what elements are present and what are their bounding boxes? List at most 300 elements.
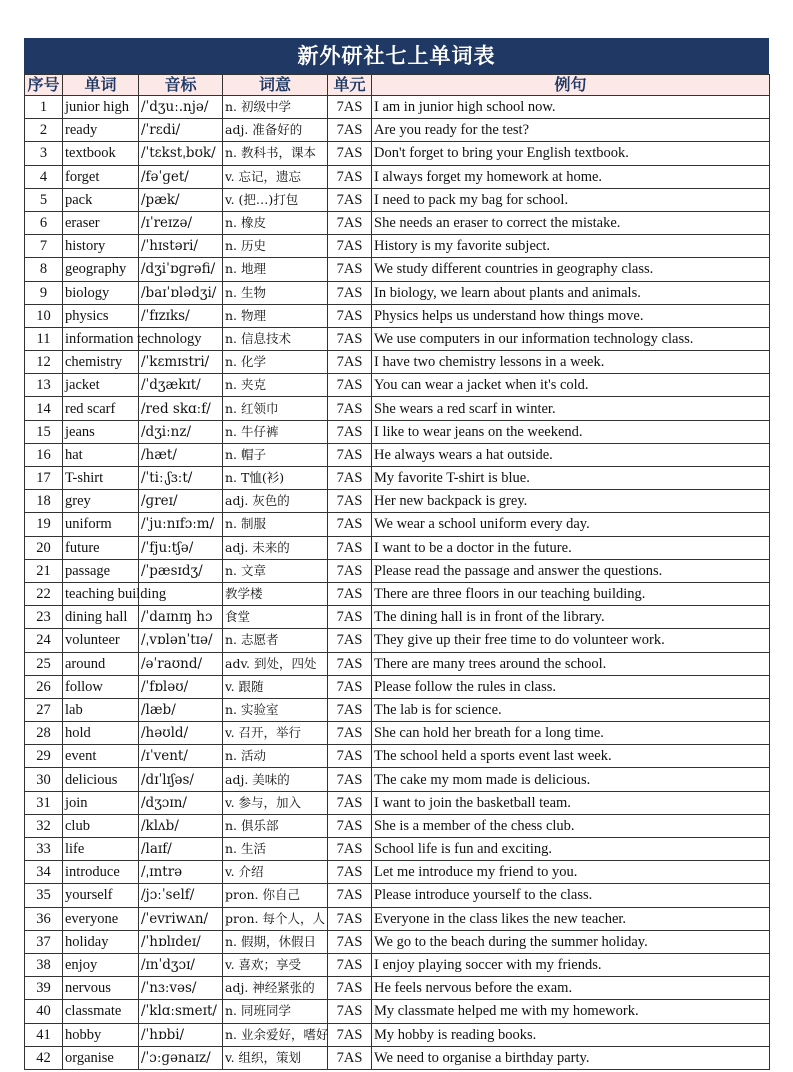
row-meaning: 教学楼 — [223, 582, 328, 605]
row-meaning: n. 教科书，课本 — [223, 142, 328, 165]
row-example: Please read the passage and answer the questions. — [372, 559, 770, 582]
table-row — [25, 884, 770, 907]
row-example: She can hold her breath for a long time. — [372, 722, 770, 745]
row-index: 9 — [25, 281, 63, 304]
row-word: forget — [63, 165, 139, 188]
row-meaning: adj. 美味的 — [223, 768, 328, 791]
row-unit: 7AS — [328, 814, 372, 837]
row-phonetic: /baɪˈɒlədʒi/ — [139, 281, 223, 304]
row-index: 15 — [25, 420, 63, 443]
row-unit: 7AS — [328, 142, 372, 165]
table-row — [25, 791, 770, 814]
row-index: 3 — [25, 142, 63, 165]
row-index: 14 — [25, 397, 63, 420]
row-example: He feels nervous before the exam. — [372, 977, 770, 1000]
row-unit: 7AS — [328, 490, 372, 513]
row-example: In biology, we learn about plants and animals. — [372, 281, 770, 304]
row-example: The school held a sports event last week. — [372, 745, 770, 768]
row-index: 33 — [25, 838, 63, 861]
row-example: Don't forget to bring your English textbook. — [372, 142, 770, 165]
row-index: 23 — [25, 606, 63, 629]
row-meaning: n. 文章 — [223, 559, 328, 582]
row-phonetic: /laɪf/ — [139, 838, 223, 861]
row-unit: 7AS — [328, 930, 372, 953]
table-row — [25, 838, 770, 861]
row-index: 32 — [25, 814, 63, 837]
row-unit: 7AS — [328, 907, 372, 930]
table-row — [25, 513, 770, 536]
row-index: 39 — [25, 977, 63, 1000]
table-row — [25, 629, 770, 652]
row-phonetic: /klʌb/ — [139, 814, 223, 837]
row-example: Her new backpack is grey. — [372, 490, 770, 513]
row-unit: 7AS — [328, 861, 372, 884]
row-word: junior high — [63, 96, 139, 119]
row-meaning: n. T恤(衫) — [223, 467, 328, 490]
row-word: information technology — [63, 327, 139, 350]
table-row — [25, 907, 770, 930]
row-example: I enjoy playing soccer with my friends. — [372, 953, 770, 976]
row-example: There are many trees around the school. — [372, 652, 770, 675]
row-word: red scarf — [63, 397, 139, 420]
row-unit: 7AS — [328, 1000, 372, 1023]
row-index: 27 — [25, 698, 63, 721]
header-index: 序号 — [25, 75, 63, 96]
row-example: My classmate helped me with my homework. — [372, 1000, 770, 1023]
table-row — [25, 536, 770, 559]
table-row — [25, 142, 770, 165]
row-phonetic: /jɔːˈself/ — [139, 884, 223, 907]
row-meaning: n. 初级中学 — [223, 96, 328, 119]
row-word: passage — [63, 559, 139, 582]
row-word: future — [63, 536, 139, 559]
row-index: 4 — [25, 165, 63, 188]
row-phonetic: /ˈpæsɪdʒ/ — [139, 559, 223, 582]
row-unit: 7AS — [328, 96, 372, 119]
row-unit: 7AS — [328, 884, 372, 907]
row-meaning: n. 假期，休假日 — [223, 930, 328, 953]
table-row — [25, 814, 770, 837]
row-meaning: pron. 你自己 — [223, 884, 328, 907]
row-phonetic: /həʊld/ — [139, 722, 223, 745]
row-index: 10 — [25, 304, 63, 327]
row-word: pack — [63, 188, 139, 211]
row-meaning: v. 介绍 — [223, 861, 328, 884]
table-row — [25, 1000, 770, 1023]
row-word: physics — [63, 304, 139, 327]
row-phonetic: /ˈhɒbi/ — [139, 1023, 223, 1046]
row-word: follow — [63, 675, 139, 698]
row-index: 21 — [25, 559, 63, 582]
row-phonetic: /hæt/ — [139, 443, 223, 466]
row-phonetic: /ˈkɛmɪstri/ — [139, 351, 223, 374]
table-row — [25, 258, 770, 281]
row-unit: 7AS — [328, 629, 372, 652]
row-word: uniform — [63, 513, 139, 536]
row-phonetic: /ˈfɒləʊ/ — [139, 675, 223, 698]
row-word: delicious — [63, 768, 139, 791]
row-index: 35 — [25, 884, 63, 907]
row-phonetic: /ˈrɛdi/ — [139, 119, 223, 142]
row-meaning: n. 生物 — [223, 281, 328, 304]
row-index: 17 — [25, 467, 63, 490]
row-index: 29 — [25, 745, 63, 768]
row-unit: 7AS — [328, 281, 372, 304]
row-meaning: n. 夹克 — [223, 374, 328, 397]
row-unit: 7AS — [328, 791, 372, 814]
row-phonetic: /ˈjuːnɪfɔːm/ — [139, 513, 223, 536]
row-phonetic: /fəˈɡet/ — [139, 165, 223, 188]
row-word: life — [63, 838, 139, 861]
row-meaning: adj. 神经紧张的 — [223, 977, 328, 1000]
row-index: 6 — [25, 211, 63, 234]
row-index: 19 — [25, 513, 63, 536]
row-word: classmate — [63, 1000, 139, 1023]
table-row — [25, 675, 770, 698]
row-example: I am in junior high school now. — [372, 96, 770, 119]
table-row — [25, 490, 770, 513]
row-example: The dining hall is in front of the library. — [372, 606, 770, 629]
row-example: Everyone in the class likes the new teacher. — [372, 907, 770, 930]
row-index: 25 — [25, 652, 63, 675]
table-row — [25, 327, 770, 350]
row-meaning: v. 喜欢；享受 — [223, 953, 328, 976]
row-unit: 7AS — [328, 838, 372, 861]
row-example: I like to wear jeans on the weekend. — [372, 420, 770, 443]
row-meaning: n. 实验室 — [223, 698, 328, 721]
row-example: We go to the beach during the summer holiday. — [372, 930, 770, 953]
row-meaning: v. (把…)打包 — [223, 188, 328, 211]
row-meaning: n. 信息技术 — [223, 327, 328, 350]
row-meaning: n. 帽子 — [223, 443, 328, 466]
header-word: 单词 — [63, 75, 139, 96]
row-unit: 7AS — [328, 119, 372, 142]
header-meaning: 词意 — [223, 75, 328, 96]
row-example: We wear a school uniform every day. — [372, 513, 770, 536]
row-unit: 7AS — [328, 443, 372, 466]
row-unit: 7AS — [328, 374, 372, 397]
row-index: 38 — [25, 953, 63, 976]
row-example: Please introduce yourself to the class. — [372, 884, 770, 907]
row-word: teaching building — [63, 582, 139, 605]
row-example: Let me introduce my friend to you. — [372, 861, 770, 884]
row-word: biology — [63, 281, 139, 304]
row-index: 26 — [25, 675, 63, 698]
row-unit: 7AS — [328, 258, 372, 281]
row-example: Are you ready for the test? — [372, 119, 770, 142]
row-example: Physics helps us understand how things move. — [372, 304, 770, 327]
row-meaning: n. 牛仔裤 — [223, 420, 328, 443]
row-word: history — [63, 235, 139, 258]
row-unit: 7AS — [328, 351, 372, 374]
row-index: 28 — [25, 722, 63, 745]
table-row — [25, 559, 770, 582]
table-row — [25, 420, 770, 443]
row-unit: 7AS — [328, 536, 372, 559]
row-example: We need to organise a birthday party. — [372, 1046, 770, 1069]
table-row — [25, 211, 770, 234]
row-example: The cake my mom made is delicious. — [372, 768, 770, 791]
table-row — [25, 1023, 770, 1046]
row-phonetic: /dʒiːnz/ — [139, 420, 223, 443]
row-example: I need to pack my bag for school. — [372, 188, 770, 211]
row-word: geography — [63, 258, 139, 281]
row-unit: 7AS — [328, 327, 372, 350]
row-unit: 7AS — [328, 559, 372, 582]
row-unit: 7AS — [328, 235, 372, 258]
table-body — [25, 96, 770, 1070]
row-unit: 7AS — [328, 768, 372, 791]
row-meaning: n. 化学 — [223, 351, 328, 374]
table-row — [25, 96, 770, 119]
row-unit: 7AS — [328, 513, 372, 536]
row-unit: 7AS — [328, 745, 372, 768]
table-row — [25, 281, 770, 304]
row-index: 37 — [25, 930, 63, 953]
header-unit: 单元 — [328, 75, 372, 96]
row-phonetic: /pæk/ — [139, 188, 223, 211]
row-phonetic: /ˈfjuːtʃə/ — [139, 536, 223, 559]
table-row — [25, 745, 770, 768]
row-index: 30 — [25, 768, 63, 791]
row-example: My hobby is reading books. — [372, 1023, 770, 1046]
row-meaning: n. 制服 — [223, 513, 328, 536]
row-phonetic: /red skɑːf/ — [139, 397, 223, 420]
row-unit: 7AS — [328, 582, 372, 605]
row-index: 7 — [25, 235, 63, 258]
row-index: 34 — [25, 861, 63, 884]
table-row — [25, 443, 770, 466]
row-phonetic: /ɪˈvent/ — [139, 745, 223, 768]
row-index: 22 — [25, 582, 63, 605]
row-unit: 7AS — [328, 188, 372, 211]
row-phonetic: /ˌvɒlənˈtɪə/ — [139, 629, 223, 652]
row-meaning: n. 历史 — [223, 235, 328, 258]
row-word: join — [63, 791, 139, 814]
row-word: volunteer — [63, 629, 139, 652]
row-example: History is my favorite subject. — [372, 235, 770, 258]
row-example: She is a member of the chess club. — [372, 814, 770, 837]
row-word: grey — [63, 490, 139, 513]
header-row — [25, 75, 770, 96]
row-phonetic: /ˈevriwʌn/ — [139, 907, 223, 930]
row-unit: 7AS — [328, 420, 372, 443]
row-unit: 7AS — [328, 211, 372, 234]
row-index: 40 — [25, 1000, 63, 1023]
header-phonetic: 音标 — [139, 75, 223, 96]
row-word: jeans — [63, 420, 139, 443]
table-row — [25, 606, 770, 629]
row-meaning: v. 召开，举行 — [223, 722, 328, 745]
row-phonetic: /ˈdʒuː.njə/ — [139, 96, 223, 119]
row-phonetic: /ˈɔːɡənaɪz/ — [139, 1046, 223, 1069]
row-word: nervous — [63, 977, 139, 1000]
row-meaning: n. 橡皮 — [223, 211, 328, 234]
row-example: School life is fun and exciting. — [372, 838, 770, 861]
table-row — [25, 722, 770, 745]
table-row — [25, 374, 770, 397]
row-index: 36 — [25, 907, 63, 930]
row-word: hold — [63, 722, 139, 745]
row-unit: 7AS — [328, 397, 372, 420]
row-word: enjoy — [63, 953, 139, 976]
row-phonetic: /ɪˈreɪzə/ — [139, 211, 223, 234]
vocabulary-table — [24, 74, 770, 1070]
row-phonetic: /əˈraʊnd/ — [139, 652, 223, 675]
row-phonetic: /ˈhɪstəri/ — [139, 235, 223, 258]
row-example: I want to join the basketball team. — [372, 791, 770, 814]
row-unit: 7AS — [328, 467, 372, 490]
row-meaning: v. 参与，加入 — [223, 791, 328, 814]
row-word: T-shirt — [63, 467, 139, 490]
table-row — [25, 698, 770, 721]
row-phonetic: /læb/ — [139, 698, 223, 721]
row-word: lab — [63, 698, 139, 721]
table-row — [25, 351, 770, 374]
table-row — [25, 977, 770, 1000]
row-example: We use computers in our information technology class. — [372, 327, 770, 350]
row-unit: 7AS — [328, 1046, 372, 1069]
row-index: 11 — [25, 327, 63, 350]
row-phonetic: /dɪˈlɪʃəs/ — [139, 768, 223, 791]
row-unit: 7AS — [328, 698, 372, 721]
row-meaning: 食堂 — [223, 606, 328, 629]
row-example: The lab is for science. — [372, 698, 770, 721]
row-index: 2 — [25, 119, 63, 142]
row-meaning: v. 跟随 — [223, 675, 328, 698]
row-phonetic: /dʒiˈɒɡrəfi/ — [139, 258, 223, 281]
row-phonetic: /dʒɔɪn/ — [139, 791, 223, 814]
row-phonetic: /ˈnɜːvəs/ — [139, 977, 223, 1000]
row-word: holiday — [63, 930, 139, 953]
table-row — [25, 1046, 770, 1069]
row-index: 20 — [25, 536, 63, 559]
sheet-title: 新外研社七上单词表 — [24, 38, 769, 74]
row-meaning: n. 生活 — [223, 838, 328, 861]
row-meaning: n. 地理 — [223, 258, 328, 281]
row-example: I always forget my homework at home. — [372, 165, 770, 188]
row-word: event — [63, 745, 139, 768]
row-meaning: n. 红领巾 — [223, 397, 328, 420]
row-meaning: adj. 灰色的 — [223, 490, 328, 513]
row-example: You can wear a jacket when it's cold. — [372, 374, 770, 397]
row-phonetic: /ˈtɛkstˌbʊk/ — [139, 142, 223, 165]
vocabulary-sheet — [24, 38, 769, 1070]
row-unit: 7AS — [328, 953, 372, 976]
row-example: He always wears a hat outside. — [372, 443, 770, 466]
table-row — [25, 165, 770, 188]
row-word: organise — [63, 1046, 139, 1069]
row-meaning: v. 忘记，遗忘 — [223, 165, 328, 188]
row-word: introduce — [63, 861, 139, 884]
row-unit: 7AS — [328, 722, 372, 745]
row-word: club — [63, 814, 139, 837]
row-word: chemistry — [63, 351, 139, 374]
row-example: I want to be a doctor in the future. — [372, 536, 770, 559]
row-index: 31 — [25, 791, 63, 814]
table-row — [25, 768, 770, 791]
row-index: 1 — [25, 96, 63, 119]
row-index: 42 — [25, 1046, 63, 1069]
row-meaning: adj. 未来的 — [223, 536, 328, 559]
row-index: 16 — [25, 443, 63, 466]
row-meaning: adv. 到处，四处 — [223, 652, 328, 675]
row-unit: 7AS — [328, 675, 372, 698]
row-unit: 7AS — [328, 304, 372, 327]
row-word: hobby — [63, 1023, 139, 1046]
row-example: She wears a red scarf in winter. — [372, 397, 770, 420]
row-word: yourself — [63, 884, 139, 907]
row-index: 24 — [25, 629, 63, 652]
row-meaning: n. 志愿者 — [223, 629, 328, 652]
table-row — [25, 188, 770, 211]
row-example: They give up their free time to do volunteer work. — [372, 629, 770, 652]
row-phonetic: /ɡreɪ/ — [139, 490, 223, 513]
row-word: ready — [63, 119, 139, 142]
row-index: 13 — [25, 374, 63, 397]
row-word: around — [63, 652, 139, 675]
row-index: 41 — [25, 1023, 63, 1046]
header-example: 例句 — [372, 75, 770, 96]
row-example: Please follow the rules in class. — [372, 675, 770, 698]
row-phonetic: /ˈklɑːsmeɪt/ — [139, 1000, 223, 1023]
row-example: We study different countries in geography class. — [372, 258, 770, 281]
row-meaning: n. 同班同学 — [223, 1000, 328, 1023]
table-row — [25, 119, 770, 142]
row-phonetic: /ˈfɪzɪks/ — [139, 304, 223, 327]
row-index: 5 — [25, 188, 63, 211]
row-meaning: v. 组织，策划 — [223, 1046, 328, 1069]
row-index: 8 — [25, 258, 63, 281]
table-row — [25, 652, 770, 675]
row-index: 12 — [25, 351, 63, 374]
row-index: 18 — [25, 490, 63, 513]
row-unit: 7AS — [328, 652, 372, 675]
row-meaning: pron. 每个人，人 — [223, 907, 328, 930]
row-phonetic: /ˈdaɪnɪŋ hɔ — [139, 606, 223, 629]
row-phonetic: /ɪnˈdʒɔɪ/ — [139, 953, 223, 976]
table-row — [25, 467, 770, 490]
table-row — [25, 930, 770, 953]
row-phonetic: /ˈdʒækɪt/ — [139, 374, 223, 397]
row-meaning: adj. 准备好的 — [223, 119, 328, 142]
table-row — [25, 304, 770, 327]
row-example: I have two chemistry lessons in a week. — [372, 351, 770, 374]
row-word: everyone — [63, 907, 139, 930]
row-phonetic: /ˈhɒlɪdeɪ/ — [139, 930, 223, 953]
row-unit: 7AS — [328, 165, 372, 188]
row-meaning: n. 俱乐部 — [223, 814, 328, 837]
table-row — [25, 861, 770, 884]
row-meaning: n. 业余爱好，嗜好 — [223, 1023, 328, 1046]
table-row — [25, 953, 770, 976]
table-row — [25, 397, 770, 420]
row-unit: 7AS — [328, 606, 372, 629]
table-row — [25, 235, 770, 258]
row-unit: 7AS — [328, 1023, 372, 1046]
row-word: jacket — [63, 374, 139, 397]
row-meaning: n. 活动 — [223, 745, 328, 768]
row-phonetic: /ˈtiːˌʃɜːt/ — [139, 467, 223, 490]
row-word: dining hall — [63, 606, 139, 629]
row-word: hat — [63, 443, 139, 466]
row-phonetic: /ˌɪntrə — [139, 861, 223, 884]
table-row — [25, 582, 770, 605]
row-unit: 7AS — [328, 977, 372, 1000]
row-example: There are three floors in our teaching building. — [372, 582, 770, 605]
row-example: She needs an eraser to correct the mistake. — [372, 211, 770, 234]
row-example: My favorite T-shirt is blue. — [372, 467, 770, 490]
